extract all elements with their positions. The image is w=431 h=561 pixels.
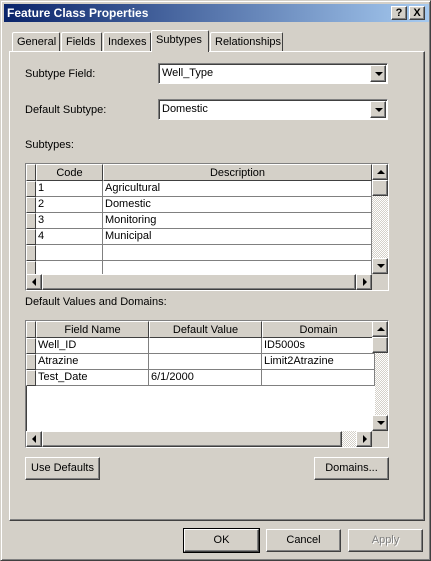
- subtype-description-cell[interactable]: Domestic: [103, 197, 372, 213]
- tab-fields[interactable]: Fields: [61, 32, 102, 52]
- field-name-cell[interactable]: Well_ID: [36, 338, 149, 354]
- tab-relationships[interactable]: Relationships: [210, 32, 283, 52]
- subtype-code-cell[interactable]: 1: [36, 181, 103, 197]
- field-name-cell[interactable]: Test_Date: [36, 370, 149, 386]
- cancel-button[interactable]: Cancel: [266, 529, 341, 552]
- scroll-thumb[interactable]: [372, 337, 388, 353]
- subtype-field-dropdown-button[interactable]: [370, 65, 386, 82]
- subtype-field-value: Well_Type: [162, 67, 214, 79]
- field-name-column-header[interactable]: Field Name: [36, 321, 149, 338]
- subtype-description-cell[interactable]: Monitoring: [103, 213, 372, 229]
- row-selector[interactable]: [26, 197, 36, 213]
- scrollbar-corner: [372, 274, 388, 290]
- scroll-right-button[interactable]: [356, 431, 372, 447]
- subtype-description-cell[interactable]: [103, 245, 372, 261]
- row-selector[interactable]: [26, 338, 36, 354]
- default-value-column-header[interactable]: Default Value: [149, 321, 262, 338]
- subtype-code-cell[interactable]: 2: [36, 197, 103, 213]
- domains-button[interactable]: Domains...: [314, 457, 389, 480]
- scroll-left-button[interactable]: [26, 274, 42, 290]
- arrow-right-icon: [363, 435, 367, 443]
- close-button[interactable]: X: [409, 6, 425, 20]
- arrow-left-icon: [32, 278, 36, 286]
- arrow-left-icon: [32, 435, 36, 443]
- title-bar[interactable]: [4, 4, 429, 22]
- row-selector[interactable]: [26, 213, 36, 229]
- row-selector[interactable]: [26, 229, 36, 245]
- scroll-thumb[interactable]: [42, 274, 356, 290]
- subtypes-grid: [25, 163, 389, 291]
- default-subtype-label: Default Subtype:: [25, 104, 107, 116]
- corner-header: [26, 321, 36, 338]
- row-selector[interactable]: [26, 245, 36, 261]
- default-subtype-dropdown-button[interactable]: [370, 101, 386, 118]
- description-column-header[interactable]: Description: [103, 164, 372, 181]
- scroll-thumb[interactable]: [372, 180, 388, 196]
- arrow-right-icon: [363, 278, 367, 286]
- subtype-description-cell[interactable]: Agricultural: [103, 181, 372, 197]
- tab-general[interactable]: General: [12, 32, 60, 52]
- default-subtype-value: Domestic: [162, 103, 208, 115]
- default-value-cell[interactable]: 6/1/2000: [149, 370, 262, 386]
- subtype-field-select[interactable]: [158, 63, 388, 84]
- tab-subtypes[interactable]: Subtypes: [151, 30, 209, 52]
- chevron-down-icon: [375, 72, 383, 76]
- scroll-up-button[interactable]: [372, 164, 388, 180]
- subtype-description-cell[interactable]: Municipal: [103, 229, 372, 245]
- scroll-down-button[interactable]: [372, 258, 388, 274]
- chevron-down-icon: [375, 108, 383, 112]
- scroll-thumb[interactable]: [42, 431, 342, 447]
- subtype-code-cell[interactable]: [36, 245, 103, 261]
- apply-button[interactable]: Apply: [348, 529, 423, 552]
- corner-header: [26, 164, 36, 181]
- default-value-cell[interactable]: [149, 338, 262, 354]
- scroll-up-button[interactable]: [372, 321, 388, 337]
- domain-cell[interactable]: Limit2Atrazine: [262, 354, 375, 370]
- arrow-up-icon: [377, 170, 385, 174]
- default-value-cell[interactable]: [149, 354, 262, 370]
- subtypes-label: Subtypes:: [25, 139, 74, 151]
- row-selector[interactable]: [26, 354, 36, 370]
- default-subtype-select[interactable]: [158, 99, 388, 120]
- scrollbar-corner: [372, 431, 388, 447]
- subtype-code-cell[interactable]: 4: [36, 229, 103, 245]
- arrow-down-icon: [377, 421, 385, 425]
- field-name-cell[interactable]: Atrazine: [36, 354, 149, 370]
- use-defaults-button[interactable]: Use Defaults: [25, 457, 100, 480]
- tab-indexes[interactable]: Indexes: [103, 32, 151, 52]
- subtype-field-label: Subtype Field:: [25, 68, 96, 80]
- row-selector[interactable]: [26, 181, 36, 197]
- help-button[interactable]: ?: [391, 6, 407, 20]
- scroll-down-button[interactable]: [372, 415, 388, 431]
- default-values-label: Default Values and Domains:: [25, 296, 167, 308]
- code-column-header[interactable]: Code: [36, 164, 103, 181]
- scroll-left-button[interactable]: [26, 431, 42, 447]
- scroll-right-button[interactable]: [356, 274, 372, 290]
- window-title: Feature Class Properties: [7, 6, 149, 20]
- domain-cell[interactable]: ID5000s: [262, 338, 375, 354]
- domain-column-header[interactable]: Domain: [262, 321, 375, 338]
- arrow-up-icon: [377, 327, 385, 331]
- subtype-code-cell[interactable]: 3: [36, 213, 103, 229]
- domain-cell[interactable]: [262, 370, 375, 386]
- default-values-grid: [25, 320, 389, 448]
- row-selector[interactable]: [26, 370, 36, 386]
- ok-button[interactable]: OK: [184, 529, 259, 552]
- arrow-down-icon: [377, 264, 385, 268]
